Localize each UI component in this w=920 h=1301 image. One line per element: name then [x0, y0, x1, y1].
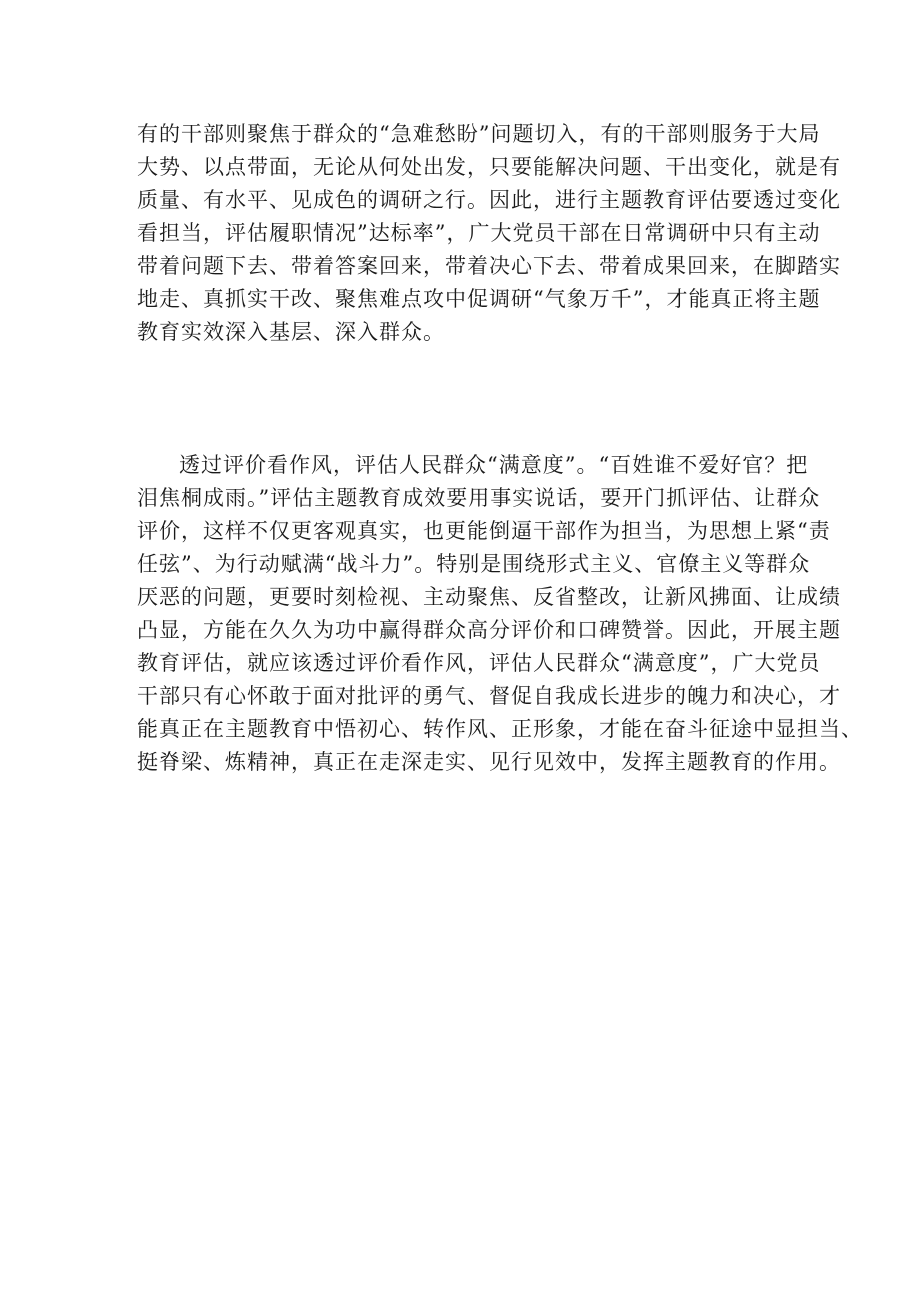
- paragraph-line: 质量、有水平、见成色的调研之行。因此，进行主题教育评估要透过变化: [137, 188, 841, 212]
- paragraph-line: 看担当，评估履职情况”达标率”，广大党员干部在日常调研中只有主动: [137, 221, 821, 245]
- paragraph-line: 挺脊梁、炼精神，真正在走深走实、见行见效中，发挥主题教育的作用。: [137, 750, 841, 774]
- paragraph-line: 大势、以点带面，无论从何处出发，只要能解决问题、干出变化，就是有: [137, 155, 841, 179]
- paragraph-line: 地走、真抓实干改、聚焦难点攻中促调研“气象万千”，才能真正将主题: [137, 287, 821, 311]
- paragraph-1: [137, 118, 841, 349]
- paragraph-line: 干部只有心怀敢于面对批评的勇气、督促自我成长进步的魄力和决心，才: [137, 684, 841, 708]
- paragraph-2: [137, 449, 863, 779]
- paragraph-line: 泪焦桐成雨。”评估主题教育成效要用事实说话，要开门抓评估、让群众: [137, 486, 821, 510]
- paragraph-line: 厌恶的问题，更要时刻检视、主动聚焦、反省整改，让新风拂面、让成绩: [137, 585, 841, 609]
- paragraph-line: 有的干部则聚焦于群众的“急难愁盼”问题切入，有的干部则服务于大局: [137, 122, 821, 146]
- paragraph-line: 凸显，方能在久久为功中赢得群众高分评价和口碑赞誉。因此，开展主题: [137, 618, 841, 642]
- paragraph-line: 能真正在主题教育中悟初心、转作风、正形象，才能在奋斗征途中显担当、: [137, 717, 863, 741]
- paragraph-line: 教育评估，就应该透过评价看作风，评估人民群众“满意度”，广大党员: [137, 651, 821, 675]
- paragraph-line: 评价，这样不仅更客观真实，也更能倒逼干部作为担当，为思想上紧“责: [137, 519, 831, 543]
- paragraph-line: 带着问题下去、带着答案回来，带着决心下去、带着成果回来，在脚踏实: [137, 254, 841, 278]
- paragraph-line: 透过评价看作风，评估人民群众“满意度”。“百姓谁不爱好官？把: [179, 453, 809, 477]
- paragraph-line: 任弦”、为行动赋满“战斗力”。特别是围绕形式主义、官僚主义等群众: [137, 552, 811, 576]
- paragraph-line: 教育实效深入基层、深入群众。: [137, 320, 445, 344]
